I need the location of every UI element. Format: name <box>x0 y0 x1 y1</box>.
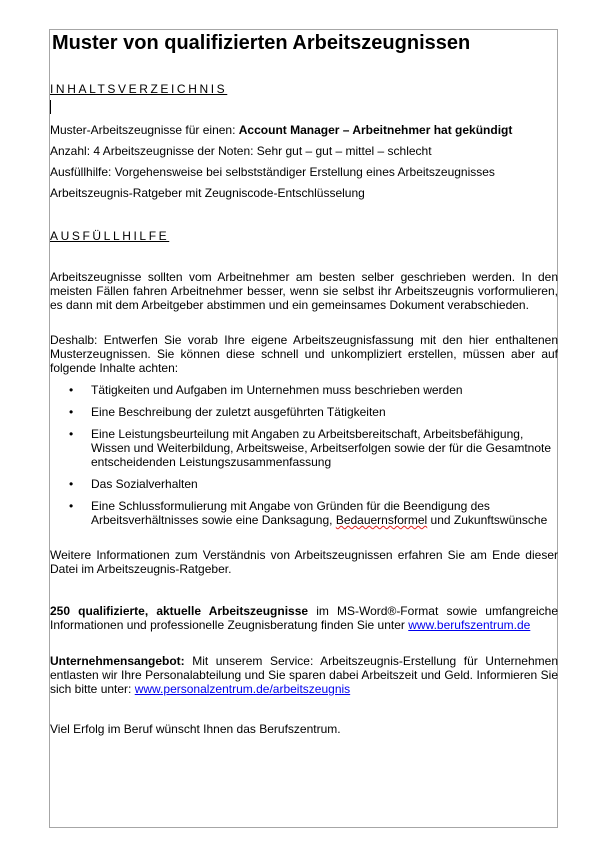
list-item: • Eine Beschreibung der zuletzt ausgeführten Tätigkeiten <box>50 405 558 419</box>
promo-paragraph-1 <box>50 604 558 632</box>
toc-line-4: Arbeitszeugnis-Ratgeber mit Zeugniscode-Entschlüsselung <box>50 186 365 200</box>
help-heading: AUSFÜLLHILFE <box>50 229 170 243</box>
promo-2-text: Mit unserem Service: Arbeitszeugnis-Erstellung für Unternehmen entlasten wir Ihre Personalabteilung und Sie sparen dabei Arbeitszeit und Geld. Informieren Sie sich bitte unter: <box>50 654 558 696</box>
text-cursor <box>50 100 51 114</box>
list-item: • Eine Leistungsbeurteilung mit Angaben zu Arbeitsbereitschaft, Arbeitsbefähigung, Wissen und Weiterbildung, Arbeitsweise, Arbeitserfolgen sowie der für die Gesamtnote entscheidenden Leistungszusammenfassung <box>50 427 558 469</box>
toc-line-2: Anzahl: 4 Arbeitszeugnisse der Noten: Sehr gut – gut – mittel – schlecht <box>50 144 432 158</box>
toc-line-1 <box>50 123 512 137</box>
promo-2-bold: Unternehmensangebot: <box>50 654 185 668</box>
spellcheck-word: Bedauernsformel <box>335 513 428 527</box>
help-paragraph-2: Deshalb: Entwerfen Sie vorab Ihre eigene Arbeitszeugnisfassung mit den hier enthaltenen Musterzeugnissen. Sie können diese schnell und unkompliziert erstellen, müssen aber auf folgende Inhalte achten: <box>50 333 558 375</box>
toc-line-3: Ausfüllhilfe: Vorgehensweise bei selbstständiger Erstellung eines Arbeitszeugnisses <box>50 165 495 179</box>
closing-line: Viel Erfolg im Beruf wünscht Ihnen das Berufszentrum. <box>50 722 341 736</box>
help-bullet-list <box>50 383 558 535</box>
promo-1-text: im MS-Word®-Format sowie umfangreiche Informationen und professionelle Zeugnisberatung finden Sie unter <box>50 604 558 632</box>
help-paragraph-1: Arbeitszeugnisse sollten vom Arbeitnehmer am besten selber geschrieben werden. In den meisten Fällen fahren Arbeitnehmer besser, wenn sie selbst ihr Arbeitszeugnis vorformulieren, es dann mit dem Arbeitgeber abstimmen und ein gemeinsames Dokument verabschieden. <box>50 270 558 312</box>
list-item: • Tätigkeiten und Aufgaben im Unternehmen muss beschrieben werden <box>50 383 558 397</box>
list-item: • Das Sozialverhalten <box>50 477 558 491</box>
promo-paragraph-2 <box>50 654 558 696</box>
promo-1-bold: 250 qualifizierte, aktuelle Arbeitszeugnisse <box>50 604 309 618</box>
personalzentrum-link[interactable]: www.personalzentrum.de/arbeitszeugnis <box>134 682 351 696</box>
toc-line-1-bold: Account Manager – Arbeitnehmer hat gekündigt <box>238 123 513 137</box>
toc-heading: INHALTSVERZEICHNIS <box>50 82 228 96</box>
list-item <box>50 499 558 527</box>
bullet-5-prefix: Eine Schlussformulierung mit Angabe von Gründen für die Beendigung des Arbeitsverhältnisses sowie eine Danksagung, <box>91 499 490 527</box>
berufszentrum-link[interactable]: www.berufszentrum.de <box>408 618 531 632</box>
help-paragraph-3: Weitere Informationen zum Verständnis von Arbeitszeugnissen erfahren Sie am Ende dieser Datei im Arbeitszeugnis-Ratgeber. <box>50 548 558 576</box>
document-title: Muster von qualifizierten Arbeitszeugnissen <box>52 32 471 54</box>
bullet-5-suffix: und Zukunftswünsche <box>427 513 548 527</box>
toc-line-1-prefix: Muster-Arbeitszeugnisse für einen: <box>50 123 239 137</box>
